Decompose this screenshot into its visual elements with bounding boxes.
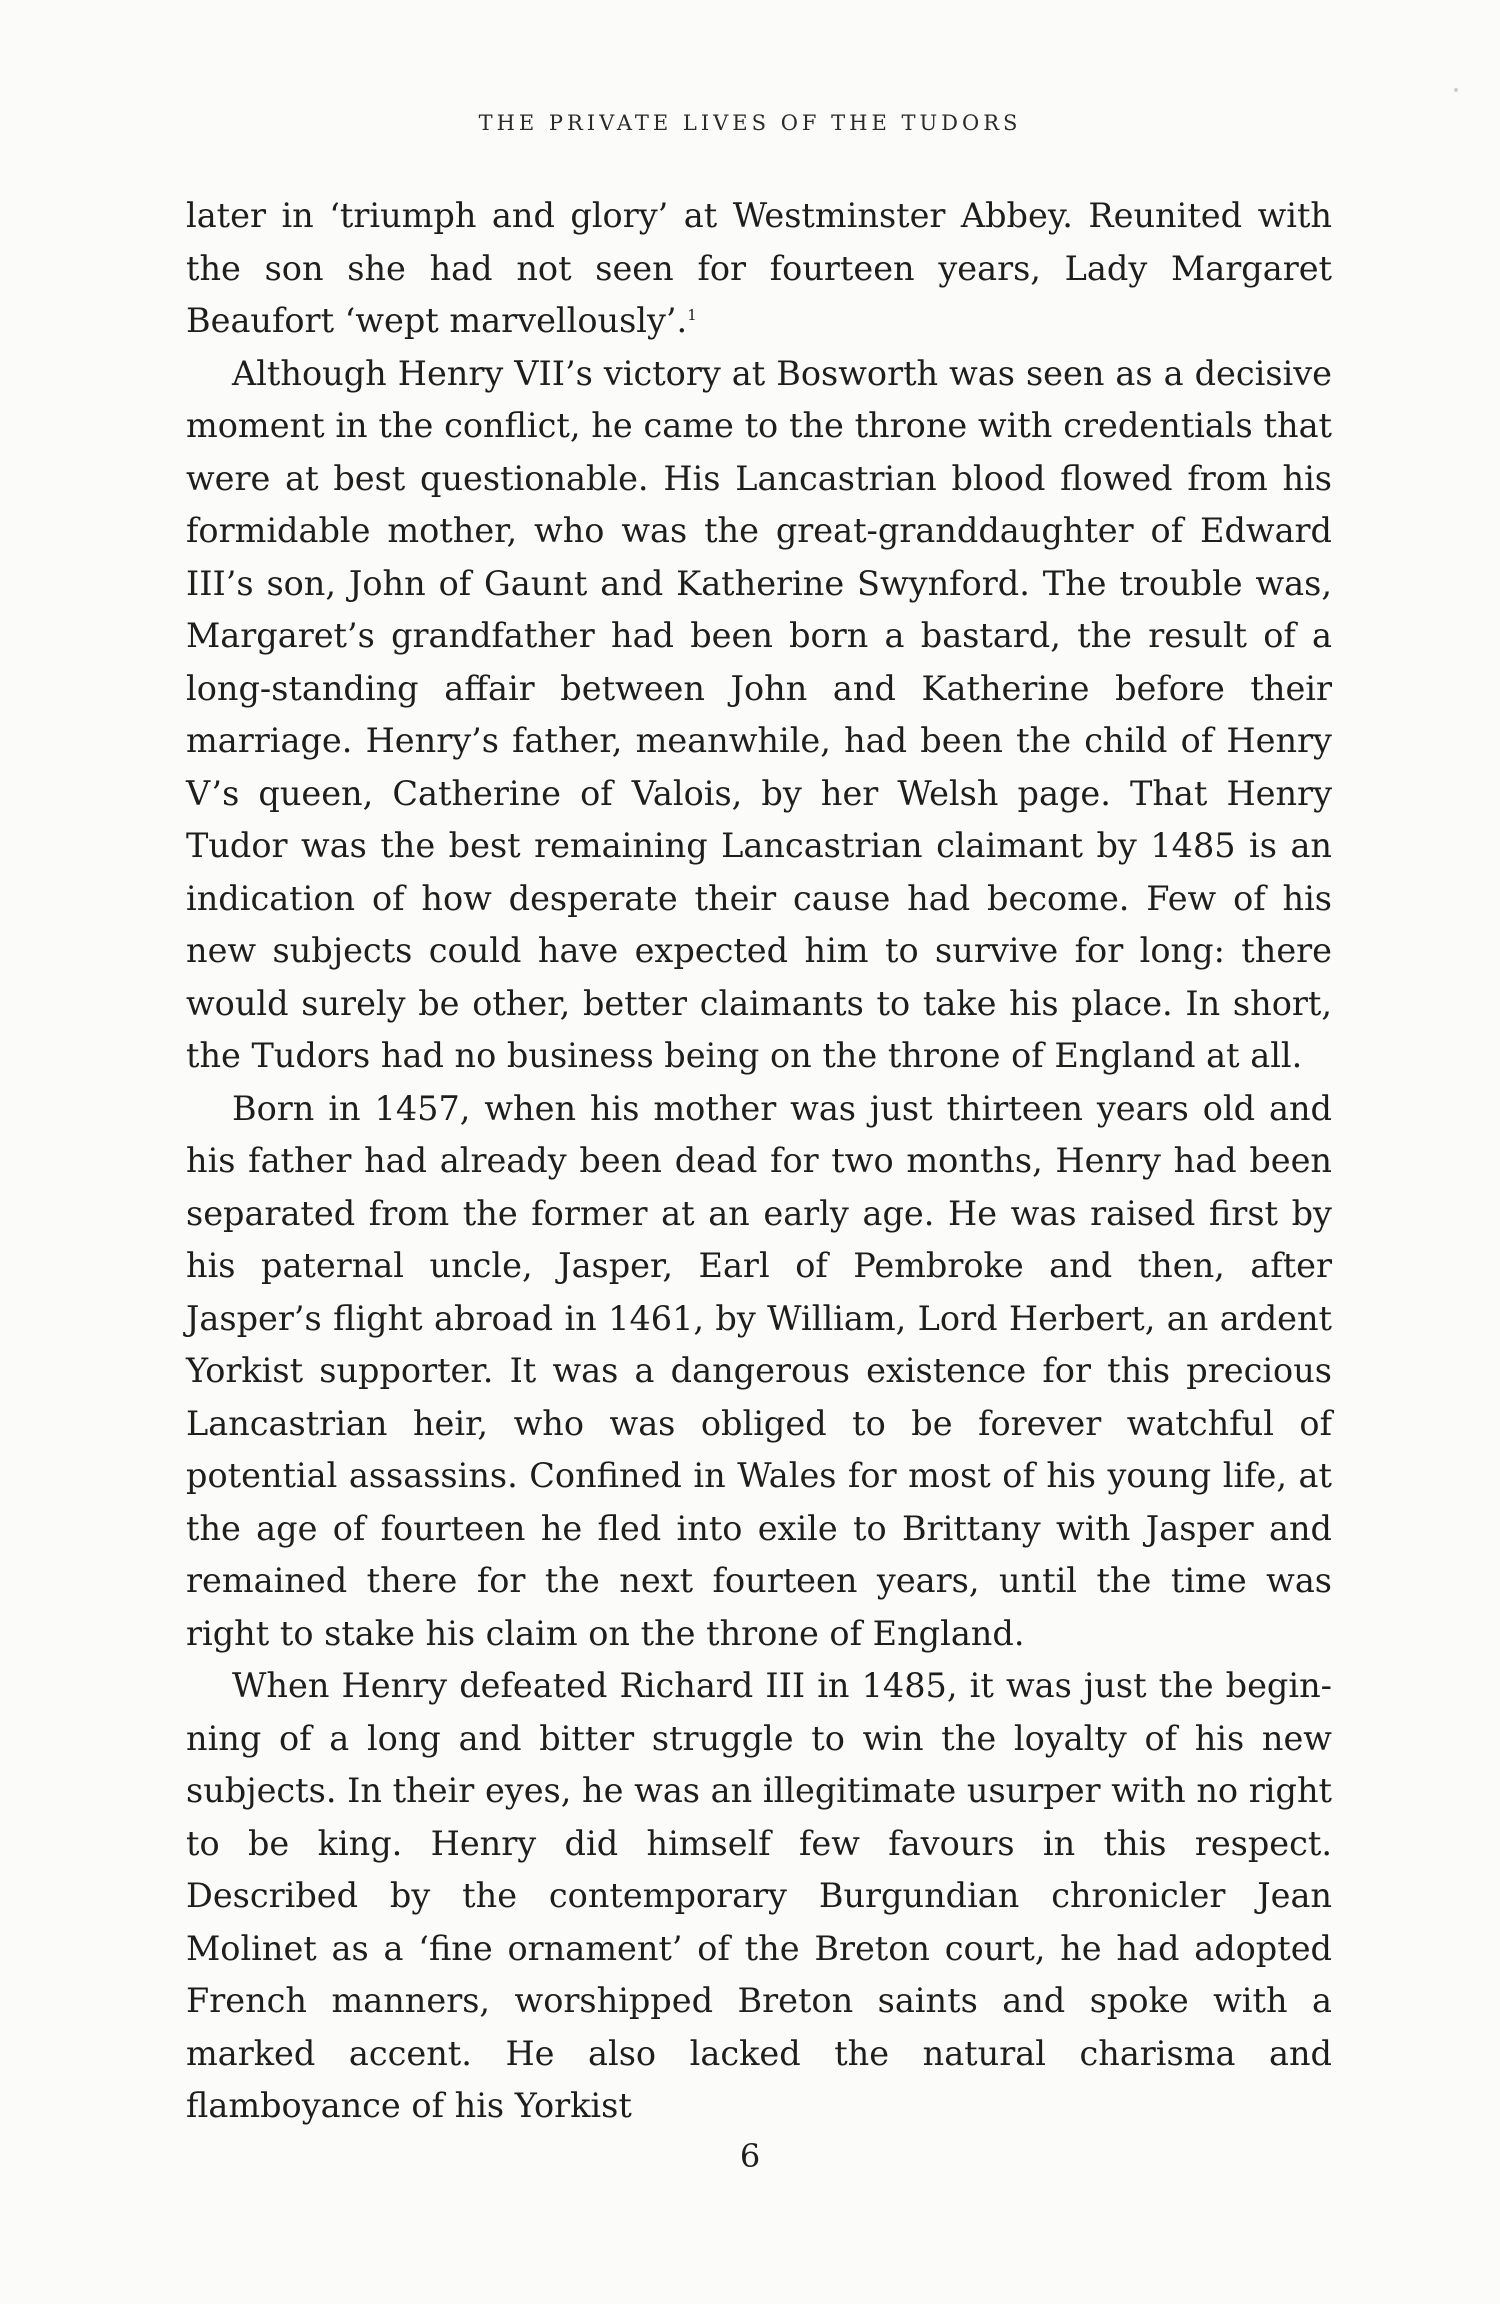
- paragraph-2: Although Henry VII’s victory at Bosworth was seen as a decisive moment in the conflict, he came to the throne with credentials that were at best questionable. His Lancastrian blood flowed from his formidable mother, who was the great-granddaughter of Edward III’s son, John of Gaunt and Katherine Swynford. The trouble was, Margaret’s grandfather had been born a bastard, the result of a long-standing affair between John and Katherine before their marriage. Henry’s father, meanwhile, had been the child of Henry V’s queen, Catherine of Valois, by her Welsh page. That Henry Tudor was the best remaining Lancastrian claimant by 1485 is an indication of how desperate their cause had become. Few of his new subjects could have expected him to survive for long: there would surely be other, better claimants to take his place. In short, the Tudors had no business being on the throne of England at all.: [186, 353, 1332, 1075]
- footnote-marker[interactable]: 1: [687, 305, 697, 324]
- body-text: [186, 190, 1332, 2133]
- paragraph-1-text: later in ‘triumph and glory’ at Westminster Abbey. Reunited with the son she had not seen for fourteen years, Lady Margaret Beaufort ‘wept marvellously’.: [186, 196, 1332, 340]
- paragraph-4: When Henry defeated Richard III in 1485, it was just the beginning of a long and bitter struggle to win the loyalty of his new subjects. In their eyes, he was an illegitimate usurper with no right to be king. Henry did himself few favours in this respect. Described by the contemporary Burgundian chronicler Jean Molinet as a ‘fine ornament’ of the Breton court, he had adopted French manners, worshipped Breton saints and spoke with a marked accent. He also lacked the natural charisma and flamboyance of his Yorkist: [186, 1666, 1332, 2125]
- paragraph-3: Born in 1457, when his mother was just thirteen years old and his father had already been dead for two months, Henry had been separated from the former at an early age. He was raised first by his paternal uncle, Jasper, Earl of Pembroke and then, after Jasper’s flight abroad in 1461, by William, Lord Herbert, an ardent Yorkist supporter. It was a dangerous existence for this precious Lancastrian heir, who was obliged to be forever watchful of potential assassins. Confined in Wales for most of his young life, at the age of fourteen he fled into exile to Brittany with Jasper and remained there for the next fourteen years, until the time was right to stake his claim on the throne of England.: [186, 1088, 1332, 1653]
- running-head: THE PRIVATE LIVES OF THE TUDORS: [478, 111, 1022, 135]
- page-number: 6: [739, 2137, 761, 2175]
- scan-speck: [1454, 88, 1458, 92]
- paragraph-1: [186, 190, 1332, 348]
